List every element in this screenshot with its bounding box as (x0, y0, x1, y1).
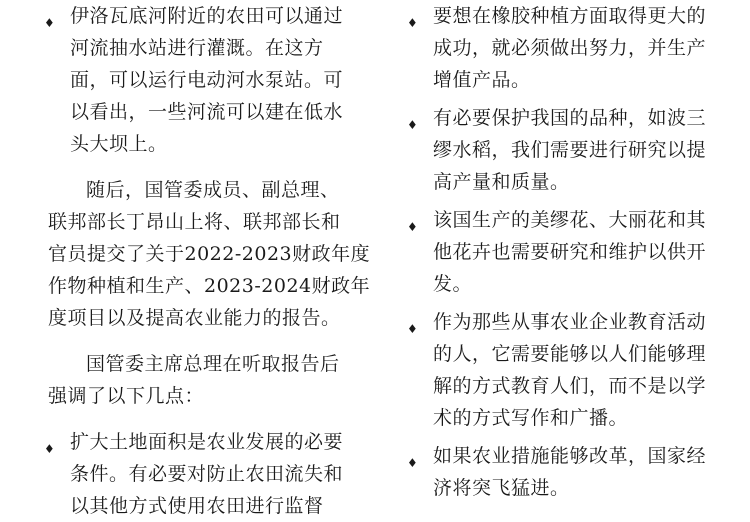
diamond-bullet-icon: ♦ (44, 442, 55, 456)
text-line: 高产量和质量。 (433, 171, 570, 193)
bullet-item (393, 102, 728, 198)
text-line: 他花卉也需要研究和维护以供开 (433, 241, 707, 263)
text-line: 济将突飞猛进。 (433, 477, 570, 499)
bullet-item (393, 306, 728, 434)
text-line: 如果农业措施能够改革，国家经 (433, 445, 707, 467)
text-line: 要想在橡胶种植方面取得更大的 (433, 5, 707, 27)
text-line: 河流抽水站进行灌溉。在这方 (70, 37, 324, 59)
text-line: 成功，就必须做出努力，并生产 (433, 37, 707, 59)
text-line: 以看出，一些河流可以建在低水 (70, 101, 344, 123)
text-line: 强调了以下几点： (48, 385, 205, 407)
text-line: 的人，它需要能够以人们能够理 (433, 343, 707, 365)
text-line: 有必要保护我国的品种，如波三 (433, 107, 707, 129)
bullet-item (30, 426, 370, 522)
text-line: 发。 (433, 273, 473, 295)
text-line: 度项目以及提高农业能力的报告。 (48, 307, 341, 329)
text-line: 条件。有必要对防止农田流失和 (70, 463, 344, 485)
bullet-item (393, 0, 728, 96)
diamond-bullet-icon: ♦ (407, 322, 418, 336)
diamond-bullet-icon: ♦ (407, 118, 418, 132)
text-line: 术的方式写作和广播。 (433, 407, 629, 429)
paragraph (30, 348, 370, 412)
text-line: 头大坝上。 (70, 133, 168, 155)
text-line: 国管委主席总理在听取报告后 (86, 353, 340, 375)
text-line: 解的方式教育人们，而不是以学 (433, 375, 707, 397)
text-line: 面，可以运行电动河水泵站。可 (70, 69, 344, 91)
bullet-item (393, 204, 728, 300)
text-line: 作物种植和生产、2023-2024财政年 (48, 275, 371, 297)
text-line: 联邦部长丁昂山上将、联邦部长和 (48, 211, 341, 233)
paragraph (30, 174, 370, 334)
bullet-item (30, 0, 370, 160)
bullet-item (393, 440, 728, 504)
text-line: 该国生产的美缪花、大丽花和其 (433, 209, 707, 231)
text-line: 随后，国管委成员、副总理、 (86, 179, 340, 201)
text-line: 作为那些从事农业企业教育活动 (433, 311, 707, 333)
diamond-bullet-icon: ♦ (407, 220, 418, 234)
text-line: 官员提交了关于2022-2023财政年度 (48, 243, 371, 265)
right-column (393, 0, 728, 504)
diamond-bullet-icon: ♦ (44, 16, 55, 30)
diamond-bullet-icon: ♦ (407, 16, 418, 30)
left-column (30, 0, 370, 522)
text-line: 缪水稻，我们需要进行研究以提 (433, 139, 707, 161)
text-line: 增值产品。 (433, 69, 531, 91)
text-line: 扩大土地面积是农业发展的必要 (70, 431, 344, 453)
text-line: 以其他方式使用农田进行监督 (70, 495, 324, 517)
text-line: 伊洛瓦底河附近的农田可以通过 (70, 5, 344, 27)
diamond-bullet-icon: ♦ (407, 456, 418, 470)
